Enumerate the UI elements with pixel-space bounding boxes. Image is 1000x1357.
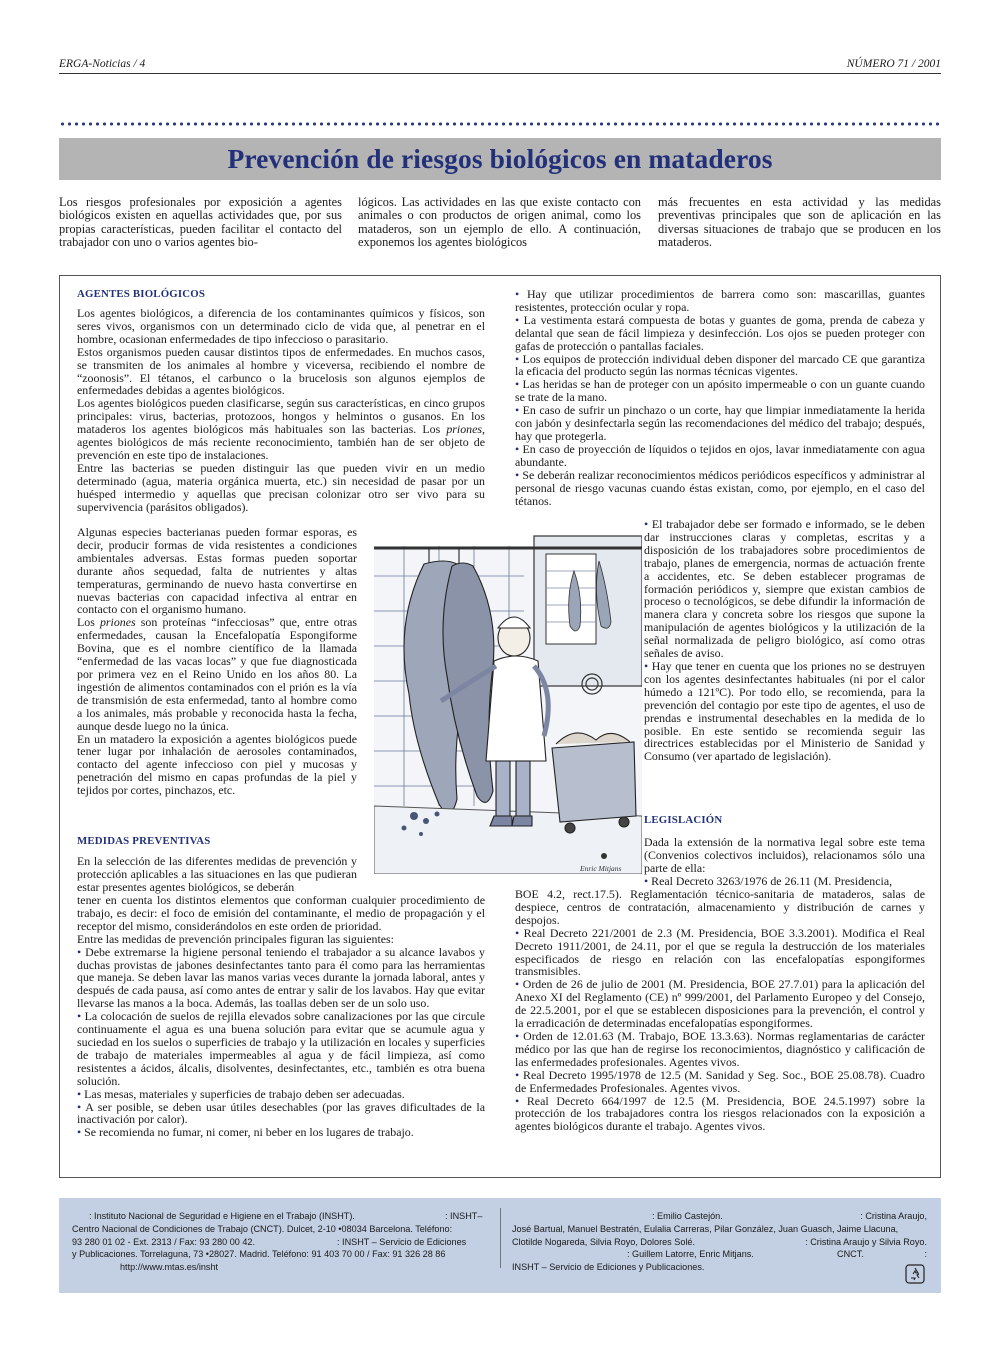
header-publication: ERGA-Noticias / 4 (59, 58, 146, 70)
footer-right-line-3: Clotilde Nogareda, Silvia Royo, Dolores Solé. (512, 1236, 695, 1247)
dotted-rule (59, 122, 941, 126)
bullet-left-0: • Debe extremarse la higiene personal teniendo el trabajador a su alcance lavabos y duchas provistas de jabones desinfectantes tanto para él como para las herramientas que maneja. Se deben lavar las manos varias veces durante la jornada laboral, antes y después de cada pausa, así como antes de entrar y salir de los lavabos. Hay que evitar llevarse las manos a la boca. Además, las toallas deben ser de un solo uso. (77, 944, 485, 1011)
leg-item-4: • Real Decreto 1995/1978 de 12.5 (M. Sanidad y Seg. Soc., BOE 25.08.78). Cuadro de Enfermedades Profesionales. Agentes vivos. (515, 1067, 925, 1095)
bullet-right-5-text: En caso de proyección de líquidos o tejidos en ojos, lavar inmediatamente con agua abundante. (515, 441, 925, 469)
page-header (59, 58, 941, 74)
bullet-right-1: • La vestimenta estará compuesta de botas y guantes de goma, prenda de cabeza y delantal que sean de fácil limpieza y desinfección. Los ojos se pueden proteger con gafas de protección o pantallas faciales. (515, 312, 925, 353)
section-heading-legislacion: LEGISLACIÓN (644, 814, 723, 826)
leg-item-0-end: BOE 4.2, rect.17.5). Reglamentación técnico-sanitaria de mataderos, salas de despiece, centros de contratación, almacenamiento y distribución de carnes y despojos. (515, 887, 925, 927)
agentes-p7: En un matadero la exposición a agentes biológicos puede tener lugar por inhalación de aerosoles contaminados, contacto del agente infeccioso con piel y mucosas y penetración del mismo en capas profundas de la piel y tejidos por cortes, pinchazos, etc. (77, 731, 357, 798)
medidas-text-left (77, 894, 485, 1139)
footer-right-line-6: CNCT. (837, 1249, 864, 1260)
bullet-right-2: • Los equipos de protección individual deben disponer del marcado CE que garantiza la eficacia del producto según las normas técnicas vigentes. (515, 351, 925, 379)
footer-left-line-5: y Publicaciones. Torrelaguna, 73 •28027. Madrid. Teléfono: 91 403 70 00 / Fax: 91 326 28 86 (72, 1249, 446, 1260)
medidas-p1-start: En la selección de las diferentes medidas de prevención y protección aplicables a las situaciones en las que pudieran estar presentes agentes biológicos, se deberán (77, 854, 357, 894)
bullet-left-4-text: Se recomienda no fumar, ni comer, ni beber en los lugares de trabajo. (84, 1125, 414, 1140)
illustration-credit: Enric Mitjans (580, 864, 622, 873)
footer-left-line-6: http://www.mtas.es/insht (120, 1262, 219, 1273)
bullet-right-3-text: Las heridas se han de proteger con un apósito impermeable o con un guante cuando se trate de la mano. (515, 377, 925, 405)
bullet-right-5: • En caso de proyección de líquidos o tejidos en ojos, lavar inmediatamente con agua abundante. (515, 441, 925, 469)
agentes-p4: Entre las bacterias se pueden distinguir las que pueden vivir en un medio determinado (agua, materia orgánica muerta, etc.) sin necesidad de pasar por un huésped intermedio y aquellas que precisan colonizar otro ser vivo para su supervivencia (parásitos obligados). (77, 460, 485, 514)
leg-item-4-text: Real Decreto 1995/1978 de 12.5 (M. Sanidad y Seg. Soc., BOE 25.08.78). Cuadro de Enfermedades Profesionales. Agentes vivos. (515, 1067, 925, 1095)
agentes-text-narrow (77, 526, 357, 797)
section-heading-agentes: AGENTES BIOLÓGICOS (77, 288, 206, 300)
bullet-right-4-text: En caso de sufrir un pinchazo o un corte, hay que limpiar inmediatamente la herida con jabón y desinfectarla según las recomendaciones del médico del trabajo; después, hay que protegerla. (515, 403, 925, 443)
agentes-p3-a: Los agentes biológicos pueden clasificarse, según sus características, en cinco grupos principales: virus, bacterias, protozoos, hongos y helmintos o gusanos. En los mataderos los agentes biológicos más habituales son las bacterias. Los (77, 396, 485, 437)
page-title: Prevención de riesgos biológicos en mataderos (227, 143, 773, 174)
bullet-narrow-1-text: Hay que tener en cuenta que los priones no se destruyen con los agentes desinfectantes habituales (ni por el calor húmedo a 121ºC). Por todo ello, se recomienda, para la prevención del contagio por este tipo de agentes, el uso de prendas e instrumental desechables en la medida de lo posible. En este sentido se recomienda seguir las directrices establecidas por el Ministerio de Sanidad y Consumo (ver apartado de legislación). (644, 658, 925, 764)
footer-right-line-4: : Cristina Araujo y Silvia Royo. (805, 1236, 927, 1247)
bullet-right-6: • Se deberán realizar reconocimientos médicos periódicos específicos y administrar al personal de riesgo vacunas cuando éstas existan, como, por ejemplo, en el caso del tétanos. (515, 467, 925, 508)
recycle-icon (905, 1264, 925, 1284)
slaughterhouse-illustration (374, 516, 642, 874)
medidas-text-narrow (644, 518, 925, 763)
agentes-p6-b: son proteínas “infecciosas” que, entre otras enfermedades, causan la Encefalopatía Espongiforme Bovina, que es el nombre científico de la llamada “enfermedad de las vacas locas” y que fue diagnosticada por primera vez en el Reino Unido en los años 80. La ingestión de alimentos contaminados con el prión es la vía de transmisión de esta enfermedad, tanto al hombre como a los animales, más probable y reconocida hasta la fecha, aunque desde luego no la única. (77, 615, 357, 733)
leg-item-3: • Orden de 12.01.63 (M. Trabajo, BOE 13.3.63). Normas reglamentarias de carácter médico por las que han de regirse los reconocimientos, diagnóstico y calificación de las enfermedades profesionales. Agentes vivos. (515, 1028, 925, 1069)
agentes-p2: Estos organismos pueden causar distintos tipos de enfermedades. En muchos casos, se transmiten de los animales al hombre y viceversa, recibiendo el nombre de “zoonosis”. El tétanos, el carbunco o la brucelosis son algunos ejemplos de enfermedades debidas a agentes biológicos. (77, 344, 485, 398)
agentes-p5: Algunas especies bacterianas pueden formar esporas, es decir, producir formas de vida resistentes a condiciones ambientales adversas. Estas formas pueden soportar durante años sequedad, falta de nutrientes y altas temperaturas, germinando de nuevo hasta convertirse en nuevas bacterias con capacidad infectiva al entrar en contacto con el organismo humano. (77, 525, 357, 617)
bullet-narrow-0-text: El trabajador debe ser formado e informado, se le deben dar instrucciones claras y completas, escritas y a disposición de los trabajadores sobre procedimientos de trabajo, planes de emergencia, normas de actuación frente a accidentes, etc. Se deben establecer programas de formación periódicos y, siempre que existan cambios de proceso o tecnológicos, se debe difundir la información de manera clara y concreta sobre los riesgos que supone la manipulación de agentes biológicos y la utilización de la señal normalizada de peligro biológico, así como otras señales de aviso. (644, 517, 925, 661)
agentes-p6 (77, 616, 357, 732)
agentes-p1: Los agentes biológicos, a diferencia de los contaminantes químicos y físicos, son seres vivos, organismos con un determinado ciclo de vida que, al penetrar en el hombre, ocasionan enfermedades de tipo infeccioso o parasitario. (77, 306, 485, 346)
leg-item-0-start: • Real Decreto 3263/1976 de 26.11 (M. Presidencia, (644, 873, 893, 888)
agentes-text-wide (77, 307, 485, 514)
leg-item-3-text: Orden de 12.01.63 (M. Trabajo, BOE 13.3.63). Normas reglamentarias de carácter médico por las que han de regirse los reconocimientos, diagnóstico y calificación de las enfermedades profesionales. Agentes vivos. (515, 1028, 925, 1069)
leg-item-5-text: Real Decreto 664/1997 de 12.5 (M. Presidencia, BOE 24.5.1997) sobre la protección de los trabajadores contra los riesgos relacionados con la exposición a agentes biológicos durante el trabajo. Agentes vivos. (515, 1093, 925, 1134)
legislacion-narrow (644, 836, 925, 888)
medidas-p1-end: tener en cuenta los distintos elementos que conforman cualquier procedimiento de trabajo, es decir: el foco de emisión del contaminante, el medio de propagación y el receptor del mismo, considerándolos en este orden de prioridad. (77, 893, 485, 933)
medidas-p2: Entre las medidas de prevención principales figuran las siguientes: (77, 931, 394, 946)
footer-left-line-3: 93 280 01 02 - Ext. 2313 / Fax: 93 280 00 42. (72, 1236, 256, 1247)
footer-right-line-7: : (924, 1249, 927, 1260)
bullet-left-4: • Se recomienda no fumar, ni comer, ni beber en los lugares de trabajo. (77, 1125, 414, 1140)
bullet-left-3-text: A ser posible, se deben usar útiles desechables (por las graves dificultades de la inactivación por calor). (77, 1099, 485, 1127)
footer-right-line-2: José Bartual, Manuel Bestratén, Eulalia Carreras, Pilar González, Juan Guasch, Jaime Llacuna, (512, 1223, 899, 1234)
leg-item-1-text: Real Decreto 221/2001 de 2.3 (M. Presidencia, BOE 3.3.2001). Modifica el Real Decreto 1911/2001, de 24.11, por el que se regula la destrucción de los materiales especificados de riesgo en relación con las encefalopatías espongiformes transmisibles. (515, 925, 925, 979)
agentes-p3-italic: priones (446, 422, 483, 437)
bullet-left-0-text: Debe extremarse la higiene personal teniendo el trabajador a su alcance lavabos y duchas provistas de jabones desinfectantes tanto para él como para las herramientas que maneja. Se deben lavar las manos varias veces durante la jornada laboral, antes y después de cada pausa, así como antes de entrar y salir de los lavabos. Hay que evitar llevarse las manos a la boca. Además, las toallas deben ser de un solo uso. (77, 944, 485, 1011)
intro-col-3: más frecuentes en esta actividad y las medidas preventivas principales que son de aplicación en las diversas situaciones de trabajo que se producen en los mataderos. (658, 195, 941, 249)
leg-item-2-text: Orden de 26 de julio de 2001 (M. Presidencia, BOE 27.7.01) para la aplicación del Anexo XI del Reglamento (CE) nº 999/2001, del Parlamento Europeo y del Consejo, de 22.5.2001, por el que se establecen disposiciones para la prevención, el control y la erradicación de determinadas encefalopatías espongiformes. (515, 977, 925, 1031)
bullet-right-3: • Las heridas se han de proteger con un apósito impermeable o con un guante cuando se trate de la mano. (515, 377, 925, 405)
bullet-narrow-1: • Hay que tener en cuenta que los priones no se destruyen con los agentes desinfectantes habituales (ni por el calor húmedo a 121ºC). Por todo ello, se recomienda, para la prevención del contagio por este tipo de agentes, el uso de prendas e instrumental desechables en la medida de lo posible. En este sentido se recomienda seguir las directrices establecidas por el Ministerio de Sanidad y Consumo (ver apartado de legislación). (644, 658, 925, 764)
footer-right-line-5: : Guillem Latorre, Enric Mitjans. (627, 1249, 754, 1260)
bullet-right-4: • En caso de sufrir un pinchazo o un corte, hay que limpiar inmediatamente la herida con jabón y desinfectarla según las recomendaciones del médico del trabajo; después, hay que protegerla. (515, 403, 925, 443)
intro-col-2: lógicos. Las actividades en las que existe contacto con animales o con productos de origen animal, como los mataderos, son un ejemplo de ello. A continuación, exponemos los agentes biológicos (358, 195, 641, 249)
agentes-p3-b: , agentes biológicos de más reciente reconocimiento, también han de ser objeto de prevención en este tipo de instalaciones. (77, 422, 485, 462)
footer-right-line-0: : Emilio Castejón. (652, 1211, 723, 1221)
bullet-right-0: • Hay que utilizar procedimientos de barrera como son: mascarillas, guantes resistentes, protección ocular y ropa. (515, 287, 925, 314)
agentes-p6-italic: priones (99, 615, 136, 630)
bullet-right-0-text: Hay que utilizar procedimientos de barrera como son: mascarillas, guantes resistentes, protección ocular y ropa. (515, 287, 925, 314)
leg-item-5: • Real Decreto 664/1997 de 12.5 (M. Presidencia, BOE 24.5.1997) sobre la protección de los trabajadores contra los riesgos relacionados con la exposición a agentes biológicos durante el trabajo. Agentes vivos. (515, 1093, 925, 1134)
footer-right-line-1: : Cristina Araujo, (860, 1211, 927, 1221)
bullet-left-3: • A ser posible, se deben usar útiles desechables (por las graves dificultades de la inactivación por calor). (77, 1099, 485, 1127)
bullet-narrow-0: • El trabajador debe ser formado e informado, se le deben dar instrucciones claras y completas, escritas y a disposición de los trabajadores sobre procedimientos de trabajo, planes de emergencia, normas de actuación frente a accidentes, etc. Se deben establecer programas de formación periódicos y, siempre que existan cambios de proceso o tecnológicos, se debe difundir la información de manera clara y concreta sobre los riesgos que supone la manipulación de agentes biológicos y la utilización de la señal normalizada de peligro biológico, así como otras señales de aviso. (644, 517, 925, 661)
section-heading-medidas: MEDIDAS PREVENTIVAS (77, 835, 211, 847)
footer-right-line-8: INSHT – Servicio de Ediciones y Publicaciones. (512, 1262, 705, 1273)
leg-item-2: • Orden de 26 de julio de 2001 (M. Presidencia, BOE 27.7.01) para la aplicación del Anexo XI del Reglamento (CE) nº 999/2001, del Parlamento Europeo y del Consejo, de 22.5.2001, por el que se establecen disposiciones para la prevención, el control y la erradicación de determinadas encefalopatías espongiformes. (515, 977, 925, 1031)
footer-left (72, 1210, 485, 1274)
legislacion-wide (515, 888, 925, 1133)
header-issue: NÚMERO 71 / 2001 (846, 58, 941, 70)
bullet-left-2: • Las mesas, materiales y superficies de trabajo deben ser adecuadas. (77, 1086, 405, 1101)
legislacion-intro: Dada la extensión de la normativa legal sobre este tema (Convenios colectivos incluidos), relacionamos sólo una parte de ella: (644, 835, 925, 875)
bullet-left-2-text: Las mesas, materiales y superficies de trabajo deben ser adecuadas. (84, 1086, 405, 1101)
footer (59, 1198, 941, 1293)
medidas-text-right (515, 288, 925, 507)
intro-col-1: Los riesgos profesionales por exposición a agentes biológicos existen en aquellas actividades que, por sus propias características, pueden facilitar el contacto del trabajador con uno o varios agentes bio- (59, 195, 342, 249)
bullet-left-1-text: La colocación de suelos de rejilla elevados sobre canalizaciones por las que circule continuamente el agua es una buena solución para evitar que se acumule agua y suciedad en los suelos o superficies de trabajo y la utilización en locales y superficies de trabajo de materiales impermeables al agua y de fácil limpieza, así como resistentes a ácidos, álcalis, disolventes, desinfectantes, etc., también es otra buena solución. (77, 1009, 485, 1088)
footer-left-line-2: Centro Nacional de Condiciones de Trabajo (CNCT). Dulcet, 2-10 •08034 Barcelona. Teléfono: (72, 1223, 453, 1234)
agentes-p3 (77, 397, 485, 462)
bullet-right-1-text: La vestimenta estará compuesta de botas y guantes de goma, prenda de cabeza y delantal que sean de fácil limpieza y desinfección. Los ojos se pueden proteger con gafas de protección o pantallas faciales. (515, 312, 925, 353)
footer-right (512, 1210, 927, 1274)
title-bar (59, 138, 941, 180)
footer-divider (500, 1208, 501, 1268)
bullet-right-6-text: Se deberán realizar reconocimientos médicos periódicos específicos y administrar al personal de riesgo vacunas cuando éstas existan, como, por ejemplo, en el caso del tétanos. (515, 467, 925, 508)
footer-left-line-0: : Instituto Nacional de Seguridad e Higiene en el Trabajo (INSHT). (89, 1211, 355, 1221)
leg-item-1: • Real Decreto 221/2001 de 2.3 (M. Presidencia, BOE 3.3.2001). Modifica el Real Decreto 1911/2001, de 24.11, por el que se regula la destrucción de los materiales especificados de riesgo en relación con las encefalopatías espongiformes transmisibles. (515, 925, 925, 979)
footer-left-line-4: : INSHT – Servicio de Ediciones (337, 1236, 467, 1247)
bullet-left-1: • La colocación de suelos de rejilla elevados sobre canalizaciones por las que circule continuamente el agua es una buena solución para evitar que se acumule agua y suciedad en los suelos o superficies de trabajo y la utilización en locales y superficies de trabajo de materiales impermeables al agua y de fácil limpieza, así como resistentes a ácidos, álcalis, disolventes, desinfectantes, etc., también es otra buena solución. (77, 1009, 485, 1088)
medidas-intro-narrow (77, 855, 357, 894)
bullet-right-2-text: Los equipos de protección individual deben disponer del marcado CE que garantiza la eficacia del producto según las normas técnicas vigentes. (515, 351, 925, 379)
footer-left-line-1: : INSHT– (445, 1211, 483, 1221)
agentes-p6-a: Los (77, 615, 100, 630)
